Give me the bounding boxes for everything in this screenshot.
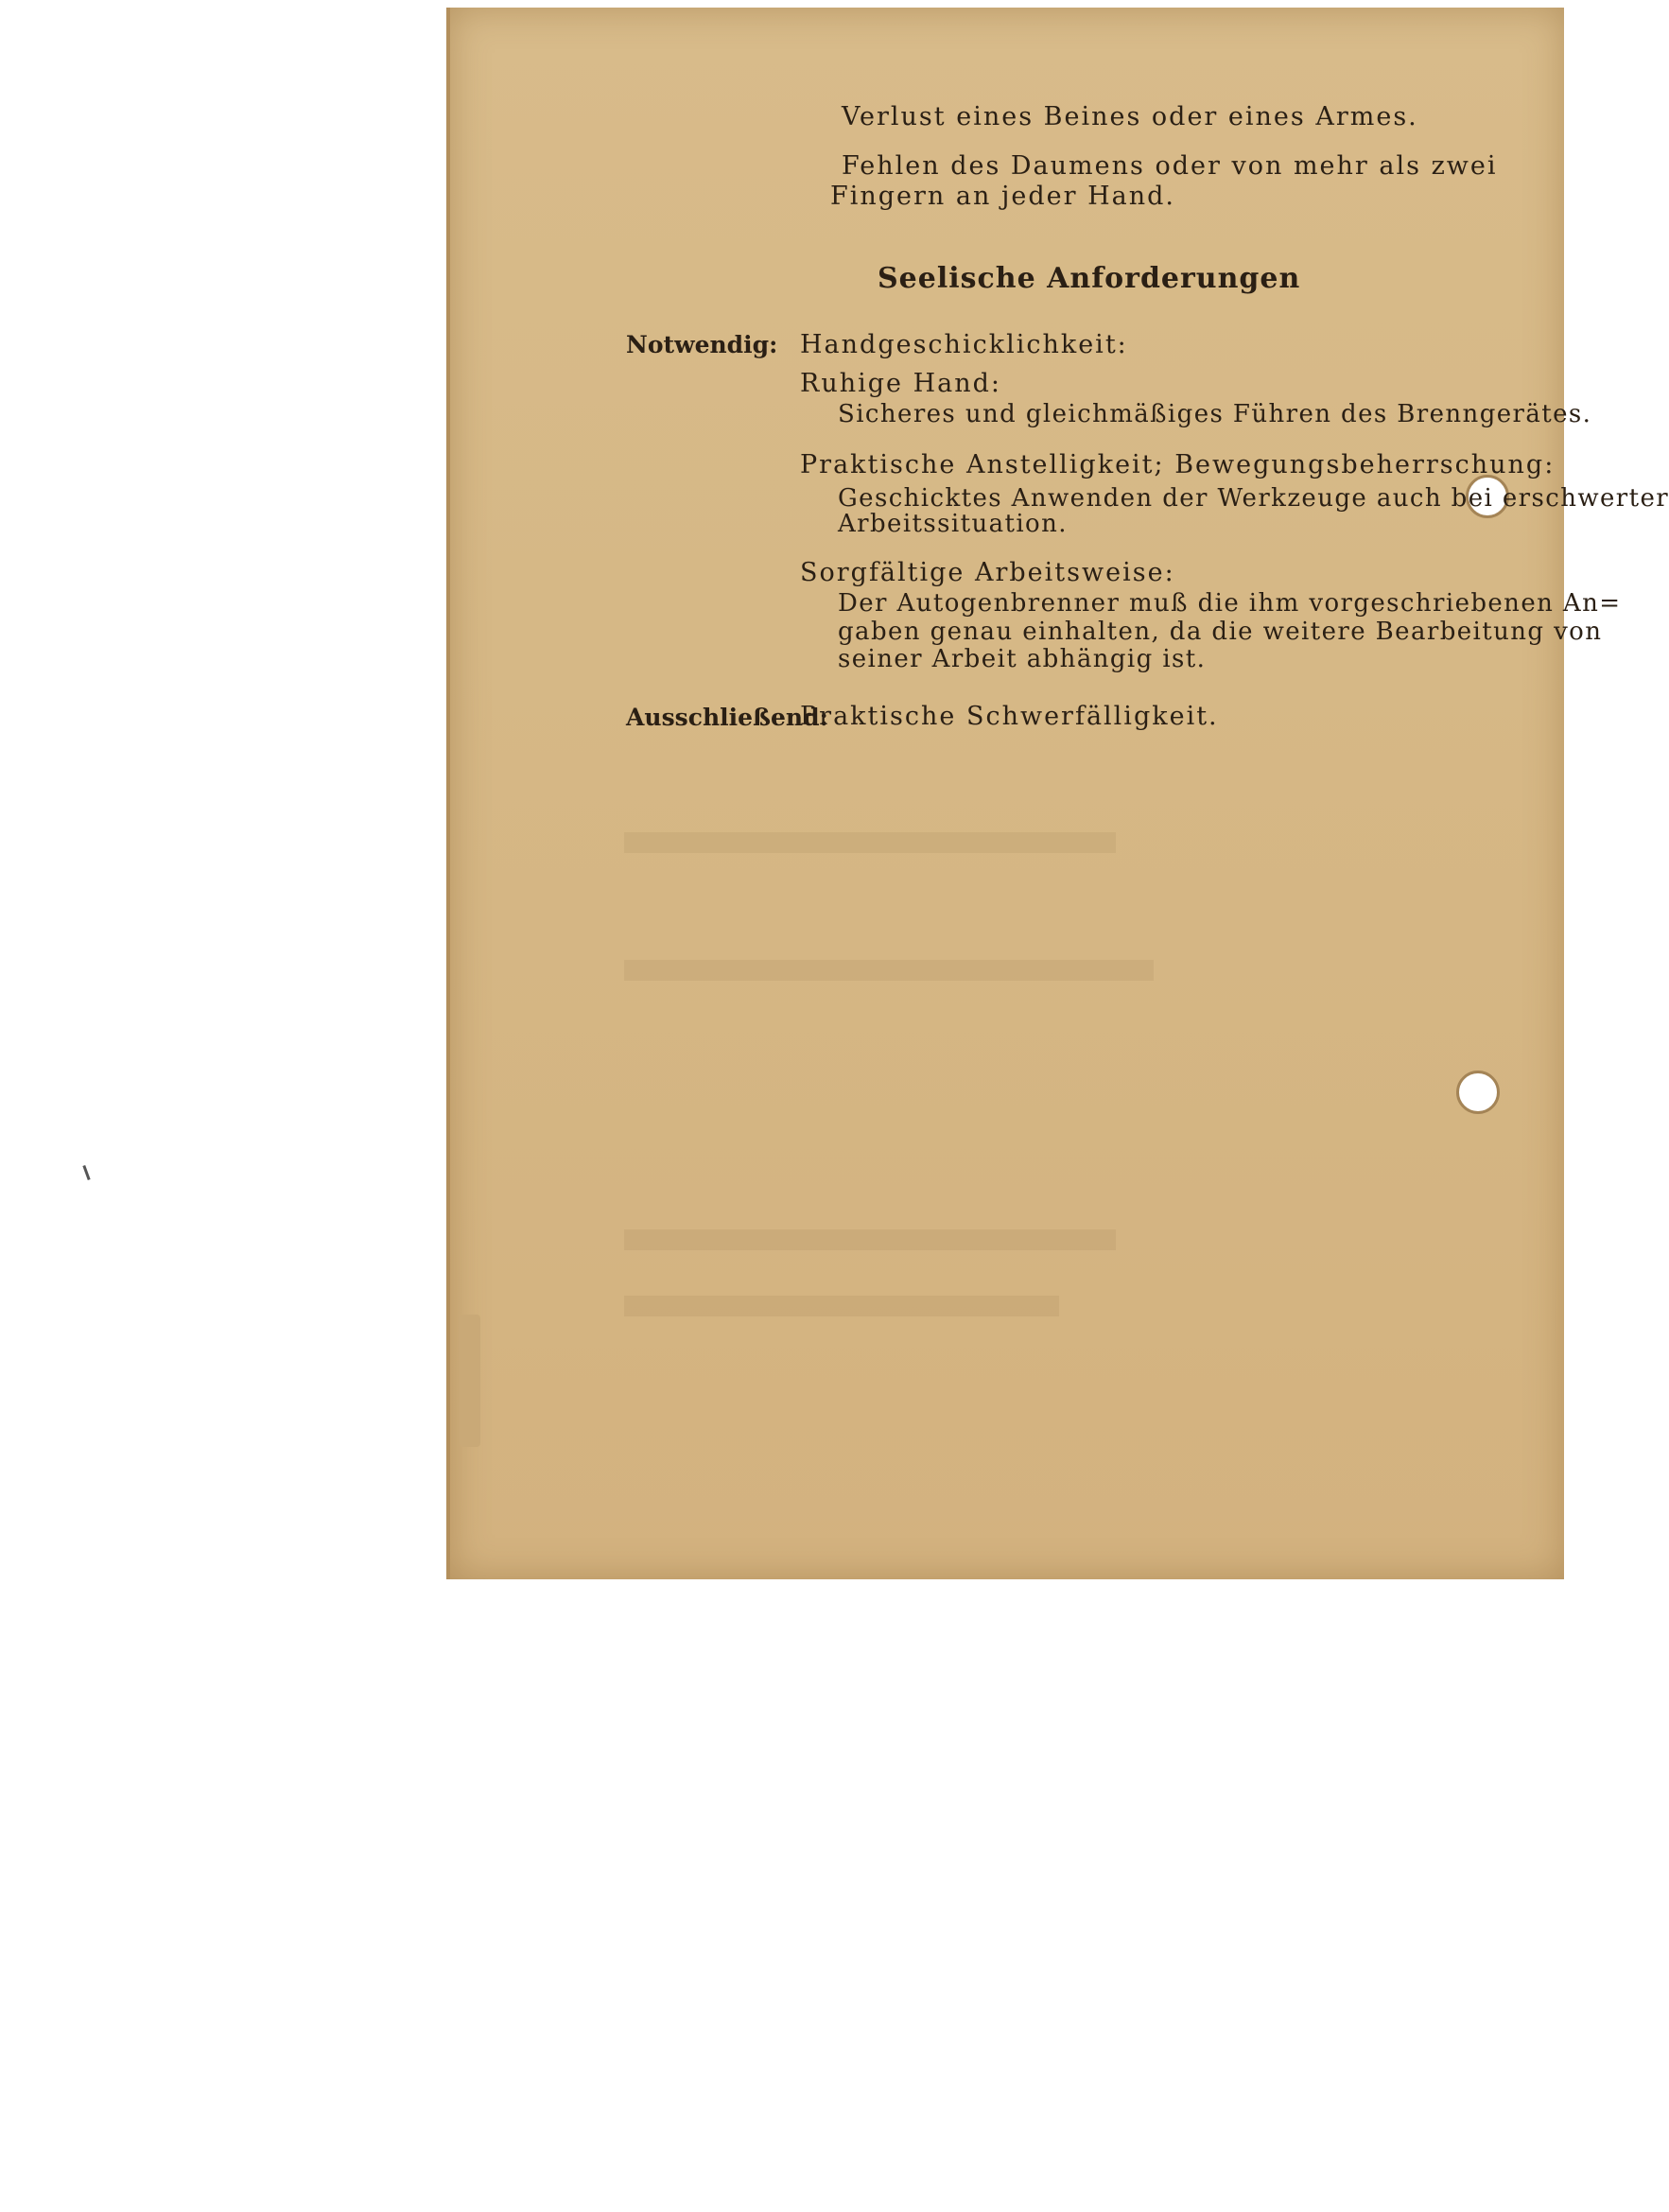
paper-fold-edge [460, 1315, 480, 1447]
bleed-through-4 [624, 1296, 1059, 1316]
label-required: Notwendig: [626, 331, 778, 358]
item-excluding: Praktische Schwerfälligkeit. [800, 702, 1219, 731]
desc-careful-2: gaben genau einhalten, da die weitere Bearbeitung von [838, 618, 1603, 646]
line-loss-limb: Verlust eines Beines oder eines Armes. [842, 102, 1418, 131]
bleed-through-3 [624, 1229, 1116, 1250]
bleed-through-1 [624, 832, 1116, 853]
desc-aptitude-1: Geschicktes Anwenden der Werkzeuge auch bei erschwerter [838, 484, 1669, 513]
desc-careful-1: Der Autogenbrenner muß die ihm vorgeschriebenen An= [838, 589, 1622, 618]
item-dexterity: Handgeschicklichkeit: [800, 330, 1128, 359]
desc-careful-3: seiner Arbeit abhängig ist. [838, 645, 1207, 673]
punch-hole-bottom [1456, 1071, 1500, 1114]
line-missing-2: Fingern an jeder Hand. [830, 182, 1175, 211]
line-missing-1: Fehlen des Daumens oder von mehr als zwei [842, 151, 1498, 181]
label-excluding: Ausschließend: [626, 704, 828, 731]
paper-sheet [446, 8, 1564, 1579]
desc-steady-hand: Sicheres und gleichmäßiges Führen des Brenngerätes. [838, 400, 1592, 428]
desc-aptitude-2: Arbeitssituation. [838, 510, 1068, 538]
scan-speck [82, 1165, 90, 1180]
item-careful: Sorgfältige Arbeitsweise: [800, 558, 1175, 587]
item-aptitude: Praktische Anstelligkeit; Bewegungsbeherrschung: [800, 450, 1556, 479]
bleed-through-2 [624, 960, 1154, 981]
item-steady-hand: Ruhige Hand: [800, 369, 1001, 398]
section-heading: Seelische Anforderungen [878, 262, 1301, 295]
